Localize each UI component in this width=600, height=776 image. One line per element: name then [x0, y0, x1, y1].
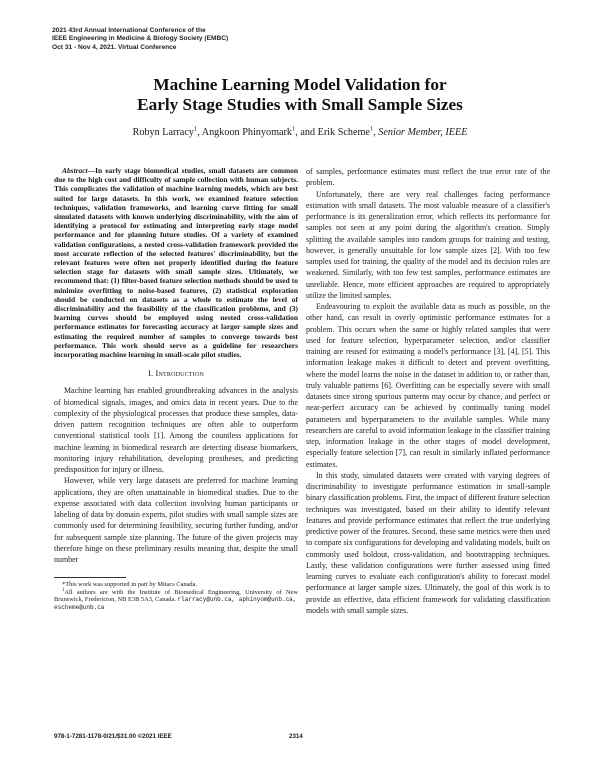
- intro-paragraph-2-continued: of samples, performance estimates must reflect the true error rate of the problem.: [306, 167, 550, 188]
- author-2: , Angkoon Phinyomark: [197, 127, 293, 138]
- intro-paragraph-3: Unfortunately, there are very real challenges facing performance estimation with small datasets. The most valuable measure of a classifier's performance is its generalization error, which reflects its performance for samples not seen at any point during the algorithm's creation. Simply splitting the available samples into random groups for training and testing, however, is generally unsuitable for low sample sizes [2]. With too few samples used for training, the quality of the model and its decision rules are weakened. Similarly, with too few test samples, performance estimates are unreliable. Hence, more efficient approaches are required to appropriately utilize the limited samples.: [306, 189, 550, 300]
- funding-footnote: *This work was supported in part by Mitacs Canada.: [62, 580, 198, 588]
- author-3-title: , Senior Member, IEEE: [373, 127, 468, 138]
- conference-header: [52, 27, 352, 52]
- affiliation-footnote-text: All authors are with the Institute of Biomedical Engineering, University of New Brunswick, Fredericton, NB E3B 5A3, Canada.: [54, 588, 298, 604]
- abstract-text: —In early stage biomedical studies, small datasets are common due to the high cost and difficulty of sample collection with human subjects. This complicates the validation of machine learning models, which are best suited for large datasets. In this work, we examined feature selection techniques, validation frameworks, and learning curve fitting for small simulated datasets with known underlying discriminability, with the aim of identifying a protocol for estimating and interpreting early stage model performance and for planning future studies. Of a variety of examined validation configurations, a nested cross-validation framework provided the most accurate reflection of the selected features' discriminability, but the relevant features were often not properly identified during the feature selection stage for datasets with small sample sizes. Ultimately, we recommend that: (1) filter-based feature selection methods should be used to minimize overfitting to noise-based features, (2) statistical exploration should be conducted on datasets as a whole to estimate the level of discriminability and the feasibility of the classification problems, and (3) learning curves should be employed using nested cross-validation performance estimates for forecasting accuracy at larger sample sizes and estimating the required number of samples to converge towards best performance. This work should serve as a guideline for researchers incorporating machine learning in small-scale pilot studies.: [54, 166, 298, 360]
- intro-paragraph-1: Machine learning has enabled groundbreaking advances in the analysis of biomedical signals, images, and omics data in recent years. Due to the complexity of the physiological processes that produce these samples, data-driven pattern recognition techniques are often able to outperform conventional statistical tools [1]. Among the countless applications for machine learning in biomedical research are detecting disease biomarkers, monitoring injury rehabilitation, developing prostheses, and predicting predisposition for injury or illness.: [54, 386, 298, 475]
- footnotes: [54, 581, 298, 612]
- author-list: [0, 127, 600, 139]
- section-heading-introduction: [54, 368, 298, 379]
- intro-paragraph-5: In this study, simulated datasets were created with varying degrees of discriminability to investigate performance estimation in small-sample binary classification problems. First, the impact of different feature selection techniques was investigated, based on their ability to identify relevant features and provide performance estimates that reflect the true underlying predictive power of the features. Second, these same metrics were then used to compare six configurations for developing and validating models, built on commonly used holdout, cross-validation, and bootstrapping techniques. Lastly, these validation configurations were further assessed using fitted learning curves to evaluate each configuration's ability to forecast model performance at larger sample sizes. Ultimately, the goal of this work is to provide an effective, data efficient framework for validating classification models with small sample sizes.: [306, 470, 550, 615]
- conference-line-2: IEEE Engineering in Medicine & Biology Society (EMBC): [52, 35, 229, 43]
- author-emails-line-2[interactable]: escheme@unb.ca: [54, 604, 105, 612]
- affiliation-footnote-mark: 1: [62, 587, 65, 593]
- copyright-footer: 978-1-7281-1178-0/21/$31.00 ©2021 IEEE: [54, 733, 172, 740]
- page-number: 2314: [289, 733, 303, 740]
- intro-paragraph-2: However, while very large datasets are preferred for machine learning applications, they are often unattainable in biomedical studies. Due to the expense associated with data collection involving human participants or labeling of data by domain experts, pilot studies with small sample sizes are commonly used for determining feasibility, securing further funding, and/or for subsequent sample size planning. The future of the given projects may therefore hinge on these preliminary results meaning that, despite the small number: [54, 476, 298, 565]
- footnote-divider: [54, 577, 126, 578]
- conference-line-1: 2021 43rd Annual International Conference of the: [52, 27, 206, 34]
- title-line-1: Machine Learning Model Validation for: [153, 75, 447, 94]
- author-2-affiliation: 1: [292, 125, 296, 133]
- author-3-affiliation: 1: [369, 125, 374, 133]
- section-number: I.: [147, 369, 154, 379]
- paper-title: [0, 75, 600, 115]
- intro-paragraph-4: Endeavouring to exploit the available data as much as possible, on the other hand, can result in overly optimistic performance estimates for a problem. This occurs when the same or highly related samples that were used for feature selection, hyperparameter selection, and/or classifier training are reused for estimating a model's performance [3], [4], [5]. This information leakage makes it difficult to detect and prevent overfitting, where the model learns the noise in the dataset in addition to, or rather than, truly valuable patterns [6]. Overfitting can be especially severe with small datasets since strong spurious patterns may occur by chance, and perfect or near-perfect accuracy can be achieved by continually tuning model parameters and hyperparameters to the available samples. While many researchers are careful to avoid information leakage in the classifier training step, information leakage in the other stages of model development, especially feature selection [7], can result in similarly inflated performance estimates.: [306, 302, 550, 469]
- conference-line-3: Oct 31 - Nov 4, 2021. Virtual Conference: [52, 43, 177, 51]
- author-1: Robyn Larracy: [132, 127, 194, 138]
- affiliation-footnote: [54, 589, 298, 605]
- title-line-2: Early Stage Studies with Small Sample Sizes: [137, 95, 463, 114]
- right-column: [306, 166, 550, 616]
- abstract: [54, 166, 298, 359]
- author-emails-line-1[interactable]: rlarracy@unb.ca, aphinyom@unb.ca,: [177, 596, 297, 604]
- abstract-label: Abstract: [62, 166, 88, 175]
- author-1-affiliation: 1: [193, 125, 198, 133]
- left-column: [54, 166, 298, 612]
- section-title: Introduction: [155, 369, 205, 379]
- author-3: , and Erik Scheme: [295, 127, 370, 138]
